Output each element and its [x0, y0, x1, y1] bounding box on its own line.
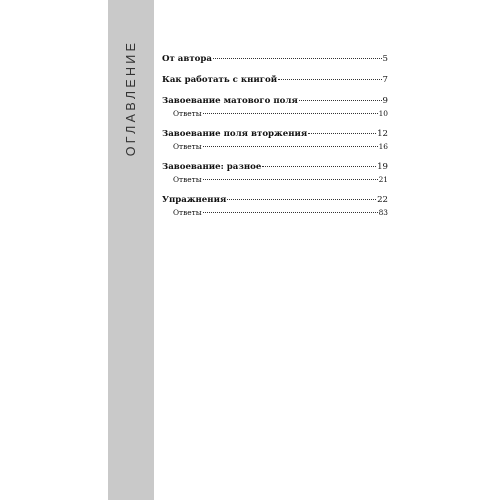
table-of-contents [162, 54, 388, 220]
toc-entry-page: 12 [377, 129, 388, 139]
toc-entry-page: 10 [378, 109, 388, 118]
toc-subentry[interactable] [162, 175, 388, 187]
toc-entry-title: Ответы [173, 175, 202, 184]
toc-entry-title: Ответы [173, 208, 202, 217]
toc-entry-title: Упражнения [162, 195, 227, 205]
toc-leader-dots [203, 212, 378, 213]
toc-entry[interactable] [162, 195, 388, 208]
toc-leader-dots [203, 179, 378, 180]
toc-entry-title: Завоевание поля вторжения [162, 129, 308, 139]
toc-entry-page: 21 [378, 175, 388, 184]
toc-heading: ОГЛАВЛЕНИЕ [124, 39, 138, 157]
toc-subentry[interactable] [162, 208, 388, 220]
toc-entry-page: 83 [378, 208, 388, 217]
toc-leader-dots [203, 113, 378, 114]
toc-entry-page: 5 [382, 54, 388, 64]
toc-entry-title: Завоевание: разное [162, 162, 262, 172]
toc-entry-title: Ответы [173, 142, 202, 151]
toc-entry[interactable] [162, 129, 388, 142]
toc-entry-title: От автора [162, 54, 212, 64]
toc-leader-dots [213, 58, 382, 59]
toc-leader-dots [227, 199, 376, 200]
toc-entry-title: Ответы [173, 109, 202, 118]
toc-leader-dots [278, 79, 381, 80]
toc-entry[interactable] [162, 75, 388, 88]
toc-entry-page: 19 [377, 162, 388, 172]
toc-entry-title: Завоевание матового поля [162, 96, 298, 106]
toc-entry-page: 22 [377, 195, 388, 205]
toc-entry[interactable] [162, 96, 388, 109]
toc-entry-page: 16 [378, 142, 388, 151]
toc-leader-dots [308, 133, 376, 134]
toc-entry[interactable] [162, 162, 388, 175]
toc-entry-page: 7 [382, 75, 388, 85]
toc-leader-dots [262, 166, 376, 167]
toc-entry-title: Как работать с книгой [162, 75, 278, 85]
toc-subentry[interactable] [162, 109, 388, 121]
toc-entry[interactable] [162, 54, 388, 67]
toc-leader-dots [203, 146, 378, 147]
toc-leader-dots [299, 100, 382, 101]
toc-entry-page: 9 [382, 96, 388, 106]
toc-subentry[interactable] [162, 142, 388, 154]
